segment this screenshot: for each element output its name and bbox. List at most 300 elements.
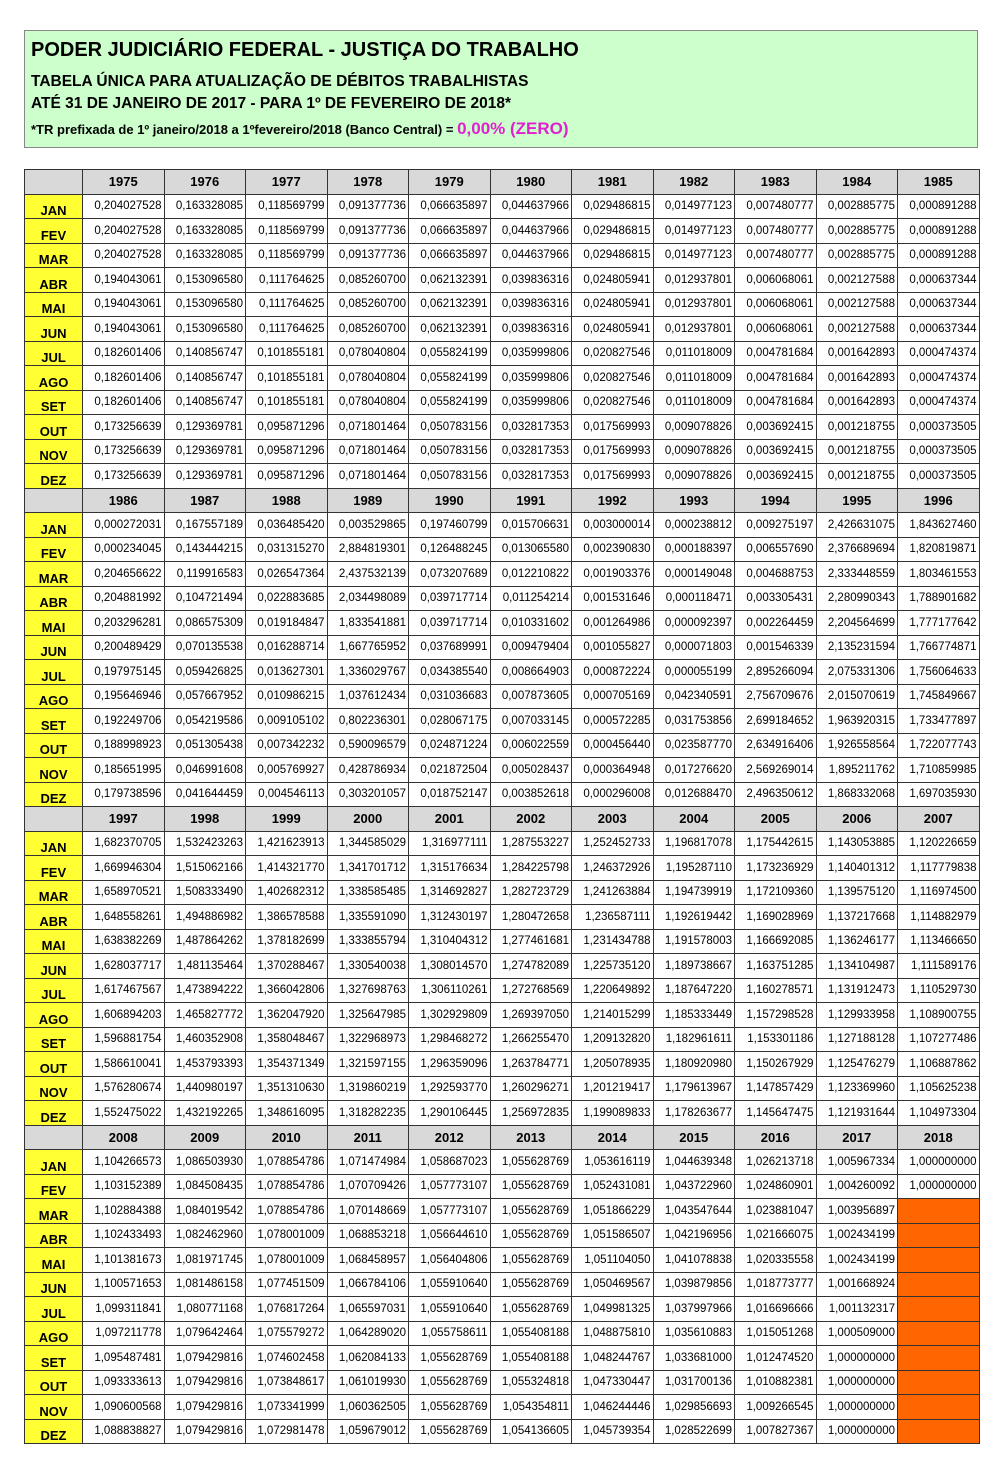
year-header: 1975 bbox=[83, 170, 165, 195]
factor-cell: 0,021872504 bbox=[409, 758, 491, 783]
factor-cell: 1,051586507 bbox=[572, 1223, 654, 1248]
factor-cell: 1,023881047 bbox=[735, 1199, 817, 1224]
factor-cell: 0,009105102 bbox=[246, 709, 328, 734]
factor-cell: 0,037689991 bbox=[409, 635, 491, 660]
factor-cell: 1,018773777 bbox=[735, 1272, 817, 1297]
factor-cell: 0,010331602 bbox=[490, 611, 572, 636]
factor-cell: 1,140401312 bbox=[816, 856, 898, 881]
factor-cell: 0,029486815 bbox=[572, 194, 654, 219]
factor-cell: 1,003956897 bbox=[816, 1199, 898, 1224]
factor-cell: 0,012937801 bbox=[653, 317, 735, 342]
factor-cell: 1,284225798 bbox=[490, 856, 572, 881]
factor-cell: 0,078040804 bbox=[327, 366, 409, 391]
factor-cell: 1,172109360 bbox=[735, 880, 817, 905]
factor-cell: 1,073848617 bbox=[246, 1370, 328, 1395]
table-row bbox=[25, 341, 980, 366]
year-header-row bbox=[25, 1125, 980, 1150]
factor-cell: 1,051866229 bbox=[572, 1199, 654, 1224]
year-header: 1988 bbox=[246, 488, 328, 513]
factor-cell: 0,011254214 bbox=[490, 586, 572, 611]
factor-cell: 2,756709676 bbox=[735, 684, 817, 709]
year-header-row bbox=[25, 488, 980, 513]
factor-cell: 0,197975145 bbox=[83, 660, 165, 685]
factor-cell: 1,065597031 bbox=[327, 1297, 409, 1322]
factor-cell: 1,330540038 bbox=[327, 954, 409, 979]
factor-cell: 1,327698763 bbox=[327, 978, 409, 1003]
factor-cell: 1,682370705 bbox=[83, 831, 165, 856]
factor-cell: 1,080771168 bbox=[164, 1297, 246, 1322]
factor-cell: 1,103152389 bbox=[83, 1174, 165, 1199]
factor-cell: 0,073207689 bbox=[409, 562, 491, 587]
table-row bbox=[25, 611, 980, 636]
factor-cell: 1,287553227 bbox=[490, 831, 572, 856]
factor-cell: 0,044637966 bbox=[490, 194, 572, 219]
unavailable-cell bbox=[898, 1395, 980, 1420]
factor-cell: 0,012688470 bbox=[653, 782, 735, 807]
factor-cell: 1,078001009 bbox=[246, 1223, 328, 1248]
factor-cell: 1,134104987 bbox=[816, 954, 898, 979]
factor-cell: 1,104266573 bbox=[83, 1150, 165, 1175]
factor-cell: 1,046244446 bbox=[572, 1395, 654, 1420]
factor-cell: 1,104973304 bbox=[898, 1101, 980, 1126]
factor-cell: 1,000000000 bbox=[816, 1395, 898, 1420]
factor-cell: 1,147857429 bbox=[735, 1076, 817, 1101]
factor-cell: 0,194043061 bbox=[83, 268, 165, 293]
table-row bbox=[25, 1174, 980, 1199]
factor-cell: 0,005028437 bbox=[490, 758, 572, 783]
factor-cell: 0,005769927 bbox=[246, 758, 328, 783]
year-header: 1984 bbox=[816, 170, 898, 195]
factor-cell: 1,074602458 bbox=[246, 1346, 328, 1371]
factor-cell: 1,658970521 bbox=[83, 880, 165, 905]
factor-cell: 1,344585029 bbox=[327, 831, 409, 856]
factor-cell: 1,414321770 bbox=[246, 856, 328, 881]
factor-cell: 0,085260700 bbox=[327, 317, 409, 342]
factor-cell: 1,045739354 bbox=[572, 1419, 654, 1444]
factor-cell: 1,194739919 bbox=[653, 880, 735, 905]
month-label: MAI bbox=[25, 1248, 83, 1273]
factor-cell: 1,201219417 bbox=[572, 1076, 654, 1101]
factor-cell: 1,766774871 bbox=[898, 635, 980, 660]
factor-cell: 0,035999806 bbox=[490, 390, 572, 415]
factor-cell: 1,292593770 bbox=[409, 1076, 491, 1101]
factor-cell: 1,205078935 bbox=[572, 1052, 654, 1077]
factor-cell: 0,001055827 bbox=[572, 635, 654, 660]
year-header: 1985 bbox=[898, 170, 980, 195]
year-header: 1997 bbox=[83, 807, 165, 832]
factor-cell: 1,055628769 bbox=[490, 1174, 572, 1199]
table-row bbox=[25, 856, 980, 881]
factor-cell: 0,001546339 bbox=[735, 635, 817, 660]
factor-cell: 0,179738596 bbox=[83, 782, 165, 807]
factor-cell: 1,000000000 bbox=[898, 1150, 980, 1175]
factor-cell: 0,001531646 bbox=[572, 586, 654, 611]
factor-cell: 1,358048467 bbox=[246, 1027, 328, 1052]
factor-cell: 1,007827367 bbox=[735, 1419, 817, 1444]
year-header: 1989 bbox=[327, 488, 409, 513]
factor-cell: 1,191578003 bbox=[653, 929, 735, 954]
factor-cell: 2,437532139 bbox=[327, 562, 409, 587]
month-label: FEV bbox=[25, 219, 83, 244]
factor-cell: 0,035999806 bbox=[490, 341, 572, 366]
factor-cell: 0,143444215 bbox=[164, 537, 246, 562]
factor-cell: 1,057773107 bbox=[409, 1174, 491, 1199]
factor-cell: 1,079429816 bbox=[164, 1370, 246, 1395]
factor-cell: 1,010882381 bbox=[735, 1370, 817, 1395]
unavailable-cell bbox=[898, 1297, 980, 1322]
factor-cell: 1,079429816 bbox=[164, 1395, 246, 1420]
factor-cell: 0,002885775 bbox=[816, 219, 898, 244]
month-label: JUN bbox=[25, 317, 83, 342]
factor-cell: 0,007342232 bbox=[246, 733, 328, 758]
factor-cell: 0,140856747 bbox=[164, 390, 246, 415]
factor-cell: 1,015051268 bbox=[735, 1321, 817, 1346]
factor-cell: 1,068458957 bbox=[327, 1248, 409, 1273]
factor-cell: 0,042340591 bbox=[653, 684, 735, 709]
factor-cell: 0,020827546 bbox=[572, 366, 654, 391]
factor-cell: 1,070709426 bbox=[327, 1174, 409, 1199]
factor-cell: 1,078854786 bbox=[246, 1199, 328, 1224]
factor-cell: 1,055628769 bbox=[409, 1395, 491, 1420]
factor-cell: 0,195646946 bbox=[83, 684, 165, 709]
factor-cell: 2,075331306 bbox=[816, 660, 898, 685]
table-row bbox=[25, 1052, 980, 1077]
factor-cell: 1,745849667 bbox=[898, 684, 980, 709]
factor-cell: 0,000572285 bbox=[572, 709, 654, 734]
month-label: ABR bbox=[25, 905, 83, 930]
factor-cell: 1,833541881 bbox=[327, 611, 409, 636]
table-row bbox=[25, 978, 980, 1003]
year-header: 2005 bbox=[735, 807, 817, 832]
factor-cell: 1,366042806 bbox=[246, 978, 328, 1003]
factor-cell: 2,135231594 bbox=[816, 635, 898, 660]
factor-cell: 1,056404806 bbox=[409, 1248, 491, 1273]
month-label: OUT bbox=[25, 1052, 83, 1077]
factor-cell: 1,241263884 bbox=[572, 880, 654, 905]
factor-cell: 0,000373505 bbox=[898, 439, 980, 464]
factor-cell: 0,000891288 bbox=[898, 219, 980, 244]
year-header: 2012 bbox=[409, 1125, 491, 1150]
factor-cell: 1,515062166 bbox=[164, 856, 246, 881]
year-header: 1995 bbox=[816, 488, 898, 513]
corner-cell bbox=[25, 807, 83, 832]
tr-note bbox=[31, 117, 971, 142]
factor-cell: 2,895266094 bbox=[735, 660, 817, 685]
year-header: 2016 bbox=[735, 1125, 817, 1150]
factor-cell: 1,252452733 bbox=[572, 831, 654, 856]
factor-cell: 0,163328085 bbox=[164, 194, 246, 219]
table-row bbox=[25, 1199, 980, 1224]
factor-cell: 0,000474374 bbox=[898, 341, 980, 366]
factor-cell: 0,009275197 bbox=[735, 513, 817, 538]
year-header: 2007 bbox=[898, 807, 980, 832]
factor-cell: 1,209132820 bbox=[572, 1027, 654, 1052]
factor-cell: 1,055910640 bbox=[409, 1272, 491, 1297]
factor-cell: 0,000238812 bbox=[653, 513, 735, 538]
factor-cell: 1,440980197 bbox=[164, 1076, 246, 1101]
table-row bbox=[25, 562, 980, 587]
factor-cell: 0,167557189 bbox=[164, 513, 246, 538]
factor-cell: 1,282723729 bbox=[490, 880, 572, 905]
factor-cell: 1,175442615 bbox=[735, 831, 817, 856]
year-header: 2018 bbox=[898, 1125, 980, 1150]
factor-cell: 1,185333449 bbox=[653, 1003, 735, 1028]
factor-cell: 1,586610041 bbox=[83, 1052, 165, 1077]
month-label: JAN bbox=[25, 194, 83, 219]
factor-cell: 1,012474520 bbox=[735, 1346, 817, 1371]
factor-cell: 0,111764625 bbox=[246, 292, 328, 317]
factor-cell: 1,214015299 bbox=[572, 1003, 654, 1028]
factor-cell: 0,011018009 bbox=[653, 390, 735, 415]
factor-cell: 0,002127588 bbox=[816, 268, 898, 293]
factor-cell: 1,044639348 bbox=[653, 1150, 735, 1175]
factor-cell: 0,000637344 bbox=[898, 268, 980, 293]
factor-cell: 0,006068061 bbox=[735, 292, 817, 317]
factor-cell: 1,370288467 bbox=[246, 954, 328, 979]
factor-cell: 1,111589176 bbox=[898, 954, 980, 979]
factor-cell: 0,035999806 bbox=[490, 366, 572, 391]
factor-cell: 1,494886982 bbox=[164, 905, 246, 930]
table-row bbox=[25, 1297, 980, 1322]
year-header: 2017 bbox=[816, 1125, 898, 1150]
factor-cell: 0,015706631 bbox=[490, 513, 572, 538]
factor-cell: 1,306110261 bbox=[409, 978, 491, 1003]
factor-cell: 1,868332068 bbox=[816, 782, 898, 807]
month-label: SET bbox=[25, 390, 83, 415]
year-header: 2014 bbox=[572, 1125, 654, 1150]
factor-cell: 1,280472658 bbox=[490, 905, 572, 930]
factor-cell: 1,123369960 bbox=[816, 1076, 898, 1101]
factor-cell: 1,079642464 bbox=[164, 1321, 246, 1346]
year-header: 2009 bbox=[164, 1125, 246, 1150]
month-label: JAN bbox=[25, 831, 83, 856]
month-label: DEZ bbox=[25, 782, 83, 807]
factor-cell: 0,204656622 bbox=[83, 562, 165, 587]
factor-cell: 1,322968973 bbox=[327, 1027, 409, 1052]
factor-cell: 0,004781684 bbox=[735, 390, 817, 415]
factor-cell: 0,001218755 bbox=[816, 439, 898, 464]
factor-cell: 1,049981325 bbox=[572, 1297, 654, 1322]
table-row bbox=[25, 1150, 980, 1175]
month-label: MAR bbox=[25, 243, 83, 268]
factor-cell: 1,043722960 bbox=[653, 1174, 735, 1199]
factor-cell: 0,023587770 bbox=[653, 733, 735, 758]
factor-cell: 1,481135464 bbox=[164, 954, 246, 979]
factor-cell: 1,004260092 bbox=[816, 1174, 898, 1199]
factor-cell: 0,006068061 bbox=[735, 317, 817, 342]
factor-cell: 0,012937801 bbox=[653, 292, 735, 317]
factor-cell: 1,121931644 bbox=[816, 1101, 898, 1126]
factor-cell: 0,024805941 bbox=[572, 292, 654, 317]
factor-cell: 1,733477897 bbox=[898, 709, 980, 734]
year-header: 2011 bbox=[327, 1125, 409, 1150]
factor-cell: 1,093333613 bbox=[83, 1370, 165, 1395]
month-label: OUT bbox=[25, 1370, 83, 1395]
factor-cell: 0,009078826 bbox=[653, 439, 735, 464]
table-row bbox=[25, 905, 980, 930]
factor-cell: 0,185651995 bbox=[83, 758, 165, 783]
factor-cell: 0,031315270 bbox=[246, 537, 328, 562]
factor-cell: 1,095487481 bbox=[83, 1346, 165, 1371]
factor-cell: 1,024860901 bbox=[735, 1174, 817, 1199]
factor-cell: 1,272768569 bbox=[490, 978, 572, 1003]
unavailable-cell bbox=[898, 1199, 980, 1224]
factor-cell: 1,192619442 bbox=[653, 905, 735, 930]
factor-cell: 1,100571653 bbox=[83, 1272, 165, 1297]
correction-factor-table bbox=[24, 169, 980, 1444]
factor-cell: 0,017276620 bbox=[653, 758, 735, 783]
factor-cell: 1,099311841 bbox=[83, 1297, 165, 1322]
year-header: 1976 bbox=[164, 170, 246, 195]
factor-cell: 2,496350612 bbox=[735, 782, 817, 807]
factor-cell: 1,199089833 bbox=[572, 1101, 654, 1126]
factor-cell: 0,111764625 bbox=[246, 268, 328, 293]
factor-cell: 1,312430197 bbox=[409, 905, 491, 930]
factor-cell: 1,354371349 bbox=[246, 1052, 328, 1077]
factor-cell: 1,260296271 bbox=[490, 1076, 572, 1101]
factor-cell: 0,011018009 bbox=[653, 366, 735, 391]
factor-cell: 1,777177642 bbox=[898, 611, 980, 636]
unavailable-cell bbox=[898, 1419, 980, 1444]
month-label: FEV bbox=[25, 1174, 83, 1199]
factor-cell: 1,139575120 bbox=[816, 880, 898, 905]
factor-cell: 1,195287110 bbox=[653, 856, 735, 881]
month-label: FEV bbox=[25, 537, 83, 562]
factor-cell: 0,041644459 bbox=[164, 782, 246, 807]
document-header bbox=[24, 30, 978, 148]
factor-cell: 0,071801464 bbox=[327, 439, 409, 464]
table-row bbox=[25, 537, 980, 562]
month-label: NOV bbox=[25, 1076, 83, 1101]
factor-cell: 0,086575309 bbox=[164, 611, 246, 636]
factor-cell: 1,043547644 bbox=[653, 1199, 735, 1224]
factor-cell: 0,200489429 bbox=[83, 635, 165, 660]
factor-cell: 0,017569993 bbox=[572, 415, 654, 440]
factor-cell: 0,085260700 bbox=[327, 268, 409, 293]
corner-cell bbox=[25, 488, 83, 513]
factor-cell: 0,007873605 bbox=[490, 684, 572, 709]
factor-cell: 0,101855181 bbox=[246, 366, 328, 391]
factor-cell: 2,376689694 bbox=[816, 537, 898, 562]
factor-cell: 1,820819871 bbox=[898, 537, 980, 562]
factor-cell: 1,341701712 bbox=[327, 856, 409, 881]
factor-cell: 1,169028969 bbox=[735, 905, 817, 930]
factor-cell: 0,007033145 bbox=[490, 709, 572, 734]
month-label: MAR bbox=[25, 562, 83, 587]
factor-cell: 1,055628769 bbox=[490, 1150, 572, 1175]
table-row bbox=[25, 635, 980, 660]
factor-cell: 0,002264459 bbox=[735, 611, 817, 636]
month-label: MAR bbox=[25, 1199, 83, 1224]
factor-cell: 1,050469567 bbox=[572, 1272, 654, 1297]
factor-cell: 1,173236929 bbox=[735, 856, 817, 881]
table-row bbox=[25, 317, 980, 342]
table-row bbox=[25, 1027, 980, 1052]
factor-cell: 0,012210822 bbox=[490, 562, 572, 587]
factor-cell: 1,129933958 bbox=[816, 1003, 898, 1028]
factor-cell: 1,220649892 bbox=[572, 978, 654, 1003]
factor-cell: 0,118569799 bbox=[246, 243, 328, 268]
factor-cell: 1,048244767 bbox=[572, 1346, 654, 1371]
factor-cell: 0,014977123 bbox=[653, 194, 735, 219]
factor-cell: 1,047330447 bbox=[572, 1370, 654, 1395]
table-row bbox=[25, 1272, 980, 1297]
table-row bbox=[25, 733, 980, 758]
factor-cell: 0,024871224 bbox=[409, 733, 491, 758]
month-label: JUL bbox=[25, 341, 83, 366]
factor-cell: 0,204027528 bbox=[83, 243, 165, 268]
factor-cell: 0,007480777 bbox=[735, 219, 817, 244]
table-row bbox=[25, 782, 980, 807]
factor-cell: 0,071801464 bbox=[327, 415, 409, 440]
factor-cell: 1,895211762 bbox=[816, 758, 898, 783]
unavailable-cell bbox=[898, 1223, 980, 1248]
month-label: JUN bbox=[25, 635, 83, 660]
factor-cell: 1,157298528 bbox=[735, 1003, 817, 1028]
factor-cell: 1,460352908 bbox=[164, 1027, 246, 1052]
factor-cell: 0,050783156 bbox=[409, 464, 491, 489]
month-label: JAN bbox=[25, 513, 83, 538]
factor-cell: 0,028067175 bbox=[409, 709, 491, 734]
factor-cell: 0,011018009 bbox=[653, 341, 735, 366]
factor-cell: 0,153096580 bbox=[164, 268, 246, 293]
factor-cell: 1,310404312 bbox=[409, 929, 491, 954]
factor-cell: 1,062084133 bbox=[327, 1346, 409, 1371]
month-label: JUL bbox=[25, 660, 83, 685]
factor-cell: 0,001218755 bbox=[816, 415, 898, 440]
table-row bbox=[25, 660, 980, 685]
factor-cell: 0,194043061 bbox=[83, 317, 165, 342]
month-label: NOV bbox=[25, 439, 83, 464]
factor-cell: 1,079429816 bbox=[164, 1346, 246, 1371]
factor-cell: 0,204881992 bbox=[83, 586, 165, 611]
factor-cell: 1,070148669 bbox=[327, 1199, 409, 1224]
factor-cell: 0,182601406 bbox=[83, 366, 165, 391]
factor-cell: 2,204564699 bbox=[816, 611, 898, 636]
factor-cell: 2,034498089 bbox=[327, 586, 409, 611]
factor-cell: 1,321597155 bbox=[327, 1052, 409, 1077]
factor-cell: 0,014977123 bbox=[653, 243, 735, 268]
factor-cell: 1,231434788 bbox=[572, 929, 654, 954]
factor-cell: 1,061019930 bbox=[327, 1370, 409, 1395]
factor-cell: 1,055628769 bbox=[490, 1199, 572, 1224]
year-header: 2004 bbox=[653, 807, 735, 832]
year-header: 1980 bbox=[490, 170, 572, 195]
factor-cell: 0,129369781 bbox=[164, 439, 246, 464]
year-header: 1994 bbox=[735, 488, 817, 513]
factor-cell: 0,003305431 bbox=[735, 586, 817, 611]
factor-cell: 1,055628769 bbox=[490, 1272, 572, 1297]
factor-cell: 0,140856747 bbox=[164, 341, 246, 366]
corner-cell bbox=[25, 170, 83, 195]
factor-cell: 0,050783156 bbox=[409, 439, 491, 464]
year-header: 2010 bbox=[246, 1125, 328, 1150]
factor-cell: 0,802236301 bbox=[327, 709, 409, 734]
factor-cell: 1,316977111 bbox=[409, 831, 491, 856]
factor-cell: 0,091377736 bbox=[327, 243, 409, 268]
factor-cell: 0,003000014 bbox=[572, 513, 654, 538]
factor-cell: 0,000272031 bbox=[83, 513, 165, 538]
factor-cell: 1,302929809 bbox=[409, 1003, 491, 1028]
month-label: OUT bbox=[25, 733, 83, 758]
factor-cell: 1,064289020 bbox=[327, 1321, 409, 1346]
factor-cell: 1,055758611 bbox=[409, 1321, 491, 1346]
factor-cell: 1,143053885 bbox=[816, 831, 898, 856]
factor-cell: 1,075579272 bbox=[246, 1321, 328, 1346]
month-label: AGO bbox=[25, 366, 83, 391]
factor-cell: 1,296359096 bbox=[409, 1052, 491, 1077]
factor-cell: 1,055628769 bbox=[409, 1370, 491, 1395]
